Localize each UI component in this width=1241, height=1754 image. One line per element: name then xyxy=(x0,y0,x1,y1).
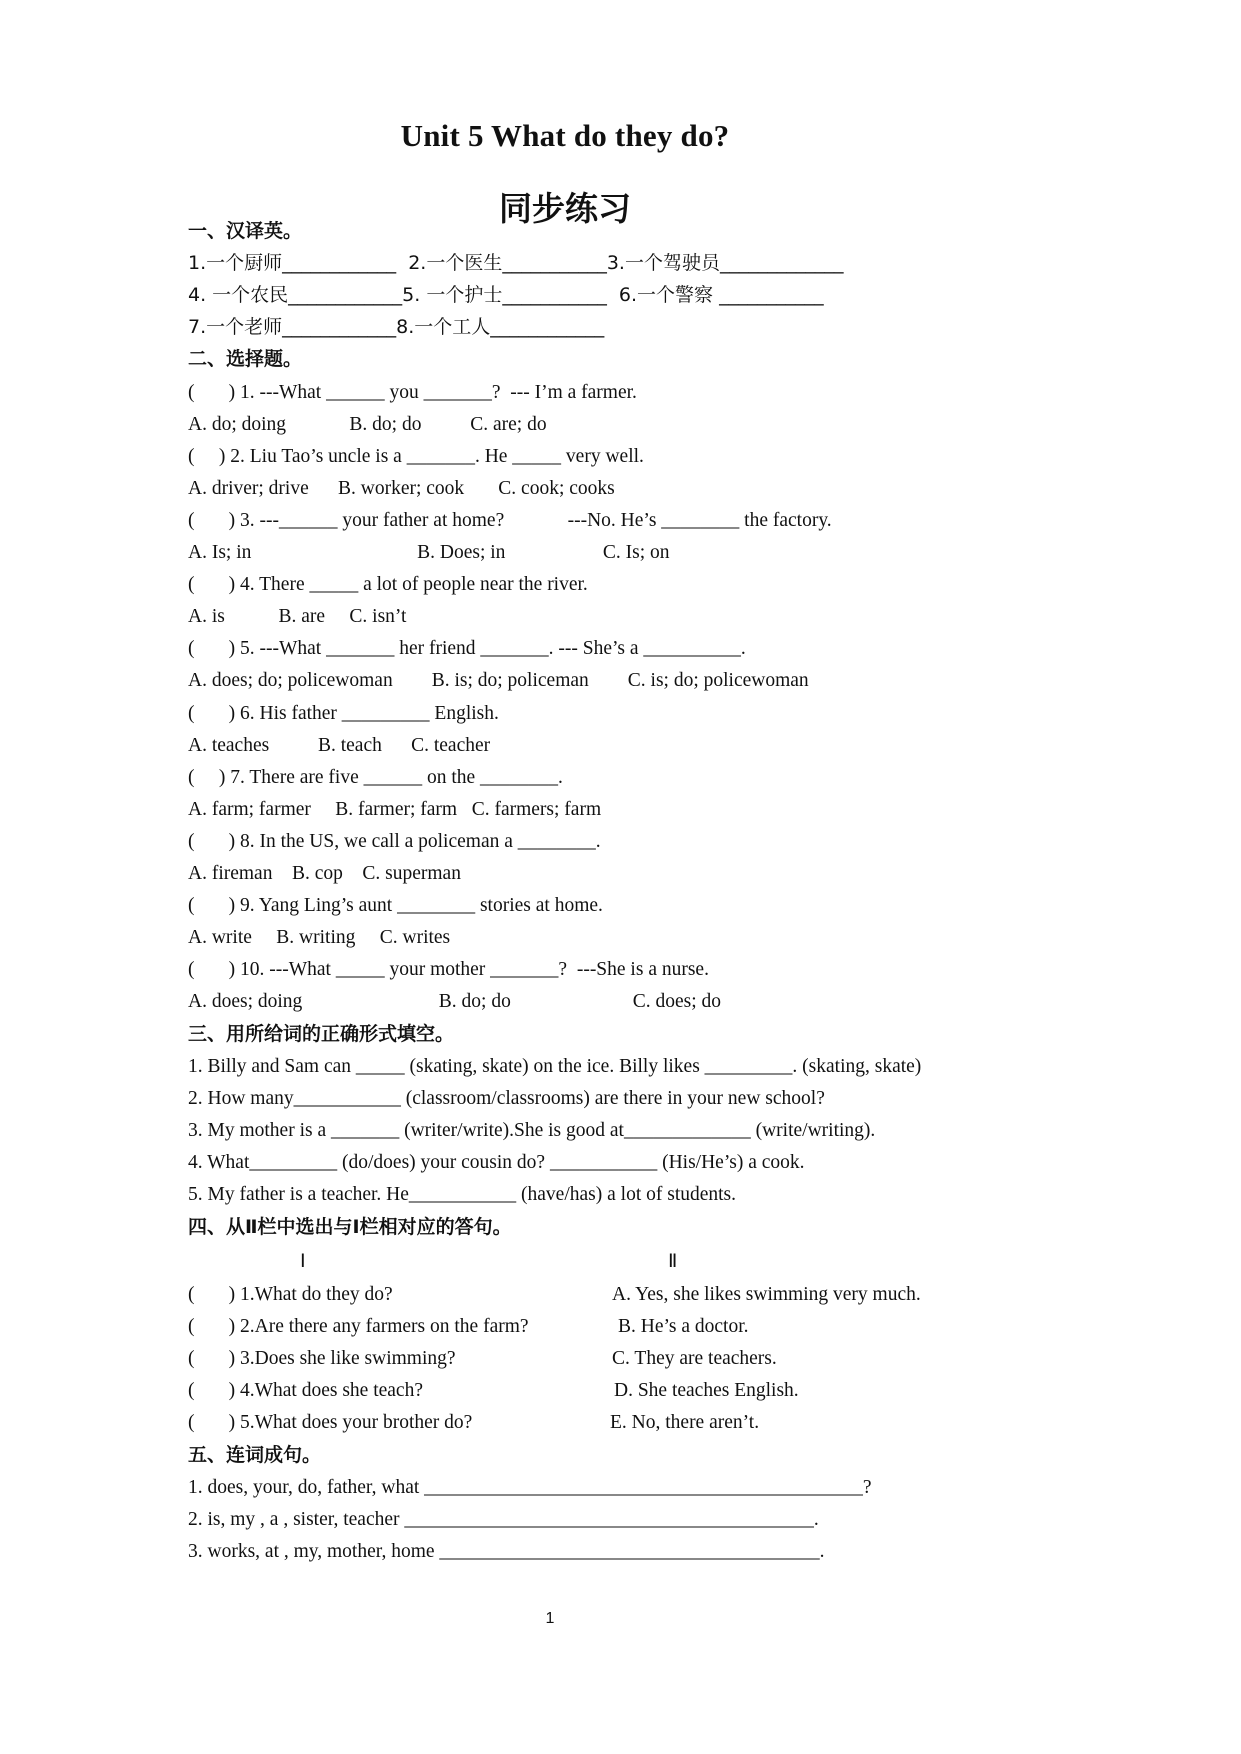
options-10: A. does; doing B. do; do C. does; do xyxy=(188,991,722,1012)
match-question: ( ) 3.Does she like swimming? xyxy=(188,1348,456,1369)
match-question: ( ) 4.What does she teach? xyxy=(188,1380,423,1401)
question-2: ( ) 2. Liu Tao’s uncle is a _______. He _____ very well. xyxy=(188,446,644,467)
fill-item: 5. My father is a teacher. He___________ (have/has) a lot of students. xyxy=(188,1184,737,1205)
sentence-item: 2. is, my , a , sister, teacher __________________________________________. xyxy=(188,1509,819,1530)
question-6: ( ) 6. His father _________ English. xyxy=(188,703,499,724)
question-4: ( ) 4. There _____ a lot of people near the river. xyxy=(188,574,588,595)
match-answer: B. He’s a doctor. xyxy=(618,1316,749,1337)
fill-item: 1. Billy and Sam can _____ (skating, skate) on the ice. Billy likes _________. (skating, skate) xyxy=(188,1056,922,1077)
question-5: ( ) 5. ---What _______ her friend _______. --- She’s a __________. xyxy=(188,638,746,659)
section3-heading: 三、用所给词的正确形式填空。 xyxy=(188,1023,455,1045)
section1-row: 1.一个厨师____________ 2.一个医生___________3.一个驾驶员_____________ xyxy=(188,252,844,274)
section1-row: 7.一个老师____________8.一个工人____________ xyxy=(188,316,605,338)
options-6: A. teaches B. teach C. teacher xyxy=(188,735,491,756)
question-7: ( ) 7. There are five ______ on the ________. xyxy=(188,767,563,788)
section5-heading: 五、连词成句。 xyxy=(188,1444,322,1466)
section4-heading: 四、从Ⅱ栏中选出与Ⅰ栏相对应的答句。 xyxy=(188,1216,512,1238)
question-1: ( ) 1. ---What ______ you _______? --- I’m a farmer. xyxy=(188,382,637,403)
match-answer: E. No, there aren’t. xyxy=(610,1412,760,1433)
match-answer: A. Yes, she likes swimming very much. xyxy=(612,1284,921,1305)
options-1: A. do; doing B. do; do C. are; do xyxy=(188,414,547,435)
column-2-header: Ⅱ xyxy=(668,1250,678,1272)
question-3: ( ) 3. ---______ your father at home? ---No. He’s ________ the factory. xyxy=(188,510,832,531)
options-4: A. is B. are C. isn’t xyxy=(188,606,407,627)
column-1-header: Ⅰ xyxy=(300,1250,306,1272)
match-question: ( ) 5.What does your brother do? xyxy=(188,1412,473,1433)
options-5: A. does; do; policewoman B. is; do; policeman C. is; do; policewoman xyxy=(188,670,809,691)
match-question: ( ) 2.Are there any farmers on the farm? xyxy=(188,1316,529,1337)
options-9: A. write B. writing C. writes xyxy=(188,927,451,948)
sentence-item: 1. does, your, do, father, what _____________________________________________? xyxy=(188,1477,872,1498)
options-3: A. Is; in B. Does; in C. Is; on xyxy=(188,542,670,563)
section1-row: 4. 一个农民____________5. 一个护士___________ 6.一个警察 ___________ xyxy=(188,284,824,306)
options-8: A. fireman B. cop C. superman xyxy=(188,863,461,884)
fill-item: 3. My mother is a _______ (writer/write).She is good at_____________ (write/writing). xyxy=(188,1120,876,1141)
options-2: A. driver; drive B. worker; cook C. cook; cooks xyxy=(188,478,615,499)
match-question: ( ) 1.What do they do? xyxy=(188,1284,393,1305)
options-7: A. farm; farmer B. farmer; farm C. farmers; farm xyxy=(188,799,602,820)
match-answer: C. They are teachers. xyxy=(612,1348,777,1369)
match-answer: D. She teaches English. xyxy=(614,1380,799,1401)
section2-heading: 二、选择题。 xyxy=(188,348,303,370)
page-title: Unit 5 What do they do? xyxy=(400,118,730,153)
fill-item: 4. What_________ (do/does) your cousin do? ___________ (His/He’s) a cook. xyxy=(188,1152,805,1173)
section1-heading: 一、汉译英。 xyxy=(188,220,303,242)
question-8: ( ) 8. In the US, we call a policeman a ________. xyxy=(188,831,601,852)
question-9: ( ) 9. Yang Ling’s aunt ________ stories at home. xyxy=(188,895,603,916)
fill-item: 2. How many___________ (classroom/classrooms) are there in your new school? xyxy=(188,1088,825,1109)
question-10: ( ) 10. ---What _____ your mother _______? ---She is a nurse. xyxy=(188,959,709,980)
sentence-item: 3. works, at , my, mother, home _______________________________________. xyxy=(188,1541,825,1562)
page-subtitle: 同步练习 xyxy=(499,189,631,228)
page-number: 1 xyxy=(545,1610,555,1627)
